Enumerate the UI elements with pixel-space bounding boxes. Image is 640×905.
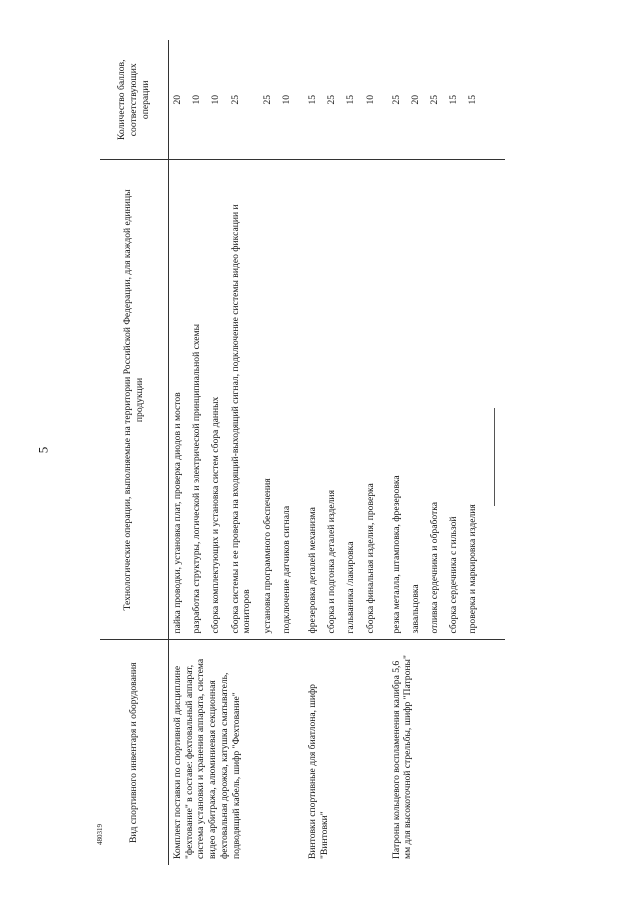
points-cell [388, 40, 505, 160]
operation-line: фрезеровка деталей механизма [306, 507, 318, 634]
rotated-table-container [100, 40, 530, 865]
points-value: 10 [191, 94, 203, 105]
points-value: 15 [467, 94, 479, 105]
table-row-fencing [169, 40, 304, 865]
points-value: 25 [326, 94, 338, 105]
header-points: Количество баллов, соответствующих операции [100, 40, 169, 160]
operations-cell [169, 160, 304, 640]
points-value: 25 [390, 94, 402, 105]
operations-cell [304, 160, 388, 640]
operation-line: завальцовка [409, 584, 421, 634]
points-value: 10 [364, 94, 376, 105]
points-value: 25 [261, 94, 273, 105]
operation-line: резка металла, штамповка, фрезеровка [390, 475, 402, 634]
header-operations: Технологические операции, выполняемые на территории Российской Федерации, для каждой единицы продукции [100, 160, 169, 640]
operation-line: подключение датчиков сигнала [280, 505, 292, 634]
item-cell: Комплект поставки по спортивной дисциплине "фехтование" в составе: фехтовальный аппарат, система установки и хранения аппарата, система видео арбитража, алюминиевая секционная фехтовальная дорожка, катушка сматыватель, подводящий кабель, шифр "Фехтование" [169, 640, 304, 865]
operation-line: сборка комплектующих и установка систем сбора данных [210, 396, 222, 634]
points-value: 20 [172, 94, 183, 105]
points-value: 10 [210, 94, 222, 105]
points-value: 25 [429, 94, 441, 105]
operation-line: отливка сердечника и обработка [429, 501, 441, 634]
item-cell: Винтовки спортивные для биатлона, шифр "Винтовки" [304, 640, 388, 865]
operation-line: сборка финальная изделия, проверка [364, 483, 376, 634]
table-header-row [100, 40, 169, 865]
points-cell [169, 40, 304, 160]
table-row-cartridges [388, 40, 505, 865]
points-cell [304, 40, 388, 160]
document-code: 480319 [96, 824, 104, 845]
operation-line: сборка системы и ее проверка на входящий-выходящий сигнал, подключение системы видео фиксации и мониторов [229, 204, 253, 634]
operation-line: сборка сердечника с гильзой [448, 516, 460, 634]
header-item-type: Вид спортивного инвентаря и оборудования [100, 640, 169, 865]
operation-line: сборка и подгонка деталей изделия [326, 490, 338, 634]
operation-line: установка программного обеспечения [261, 478, 273, 634]
points-value: 15 [306, 94, 318, 105]
operation-line: проверка и маркировка изделия [467, 504, 479, 634]
operation-line: разработка структуры, логической и электрической принципиальной схемы [191, 323, 203, 634]
operations-cell [388, 160, 505, 640]
points-value: 15 [448, 94, 460, 105]
table-row-rifles [304, 40, 388, 865]
points-value: 10 [280, 94, 292, 105]
points-value: 25 [229, 94, 241, 105]
page-number: 5 [35, 446, 51, 454]
item-cell: Патроны кольцевого воспламенения калибра 5,6 мм для высокоточной стрельбы, шифр "Патроны" [388, 640, 505, 865]
points-value: 15 [345, 94, 357, 105]
operation-line: гальваника /лакировка [345, 541, 357, 634]
operation-line: пайка проводки, установка плат, проверка диодов и мостов [172, 392, 183, 634]
points-value: 20 [409, 94, 421, 105]
operations-table [100, 40, 505, 865]
